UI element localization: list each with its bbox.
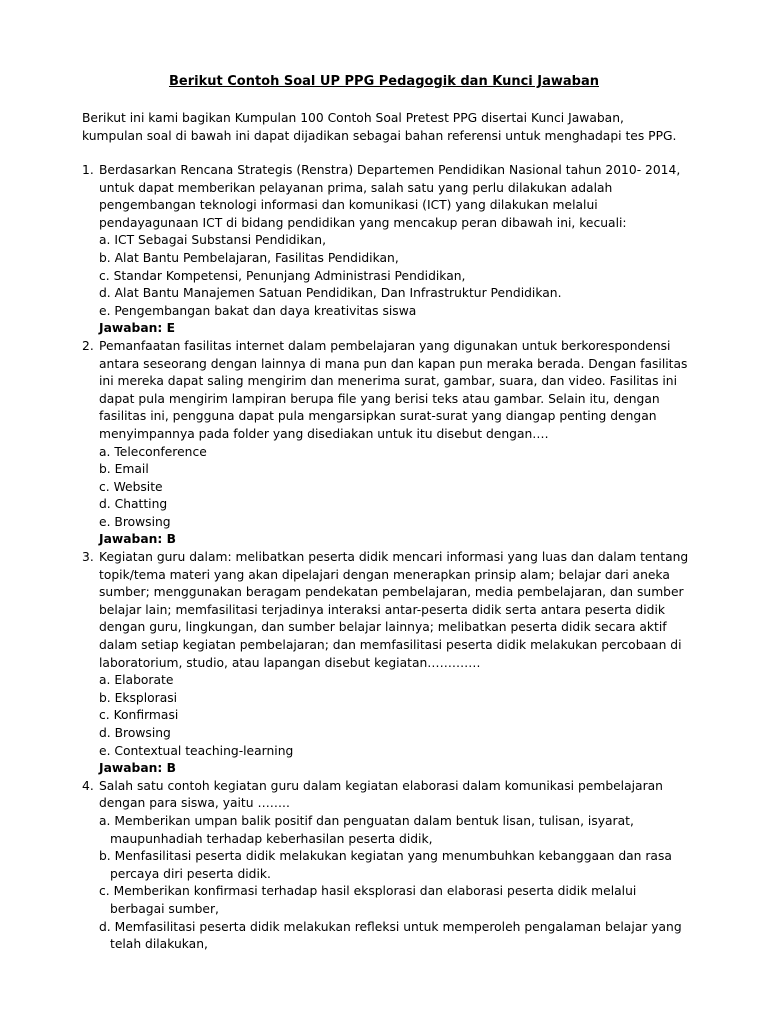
option-e: e. Contextual teaching-learning — [99, 743, 294, 758]
option-a: a. ICT Sebagai Substansi Pendidikan, — [99, 233, 326, 248]
question-list — [82, 162, 692, 954]
option-a: a. Elaborate — [99, 673, 174, 688]
option-b: b. Eksplorasi — [99, 690, 178, 705]
option-b: b. Email — [99, 462, 149, 477]
page-title: Berikut Contoh Soal UP PPG Pedagogik dan Kunci Jawaban — [168, 74, 599, 89]
option-d: d. Memfasilitasi peserta didik melakukan refleksi untuk memperoleh pengalaman belajar yang telah dilakukan, — [99, 919, 682, 952]
option-c: c. Website — [99, 479, 163, 494]
option-c: c. Konfirmasi — [99, 708, 179, 723]
question-text: Kegiatan guru dalam: melibatkan peserta didik mencari informasi yang luas dan dalam tentang topik/tema materi yang akan dipelajari dengan menerapkan prinsip alam; belajar dari aneka sumber; menggunakan beragam pendekatan pembelajaran, media pembelajaran, dan sumber belajar lain; memfasilitasi terjadinya interaksi antar-peserta didik serta antara peserta didik dengan guru, lingkungan, dan sumber belajar lainnya; melibatkan peserta didik secara aktif dalam setiap kegiatan pembelajaran; dan memfasilitasi peserta didik melakukan percobaan di laboratorium, studio, atau lapangan disebut kegiatan…………. — [99, 550, 689, 670]
question-4 — [82, 778, 692, 954]
answer-key: Jawaban: B — [99, 532, 176, 547]
option-d: d. Alat Bantu Manajemen Satuan Pendidikan, Dan Infrastruktur Pendidikan. — [99, 286, 562, 301]
option-a: a. Teleconference — [99, 444, 207, 459]
question-1 — [82, 162, 692, 338]
option-c: c. Standar Kompetensi, Penunjang Administrasi Pendidikan, — [99, 268, 466, 283]
question-text: Berdasarkan Rencana Strategis (Renstra) Departemen Pendidikan Nasional tahun 2010- 2014, untuk dapat memberikan pelayanan prima, salah satu yang perlu dilakukan adalah pengembangan teknologi informasi dan komunikasi (ICT) yang dilakukan melalui pendayagunaan ICT di bidang pendidikan yang mencakup peran dibawah ini, kecuali: — [99, 163, 681, 230]
question-number: 4. — [82, 778, 94, 793]
question-text: Salah satu contoh kegiatan guru dalam kegiatan elaborasi dalam komunikasi pembelajaran dengan para siswa, yaitu …….. — [99, 778, 663, 811]
question-number: 2. — [82, 338, 94, 353]
question-number: 1. — [82, 163, 94, 177]
question-number: 3. — [82, 550, 94, 565]
answer-key: Jawaban: E — [99, 321, 175, 336]
option-b: b. Alat Bantu Pembelajaran, Fasilitas Pendidikan, — [99, 250, 399, 265]
option-c: c. Memberikan konfirmasi terhadap hasil eksplorasi dan elaborasi peserta didik melalui berbagai sumber, — [99, 884, 637, 916]
option-b: b. Menfasilitasi peserta didik melakukan kegiatan yang menumbuhkan kebanggaan dan rasa percaya diri peserta didik. — [99, 849, 672, 881]
question-3 — [82, 549, 692, 778]
option-e: e. Pengembangan bakat dan daya kreativitas siswa — [99, 303, 417, 318]
option-a: a. Memberikan umpan balik positif dan penguatan dalam bentuk lisan, tulisan, isyarat, maupunhadiah terhadap keberhasilan peserta didik, — [99, 813, 634, 846]
intro-paragraph: Berikut ini kami bagikan Kumpulan 100 Contoh Soal Pretest PPG disertai Kunci Jawaban, kumpulan soal di bawah ini dapat dijadikan sebagai bahan referensi untuk menghadapi tes PPG. — [82, 111, 677, 143]
option-d: d. Chatting — [99, 497, 168, 512]
option-e: e. Browsing — [99, 514, 171, 529]
question-text: Pemanfaatan fasilitas internet dalam pembelajaran yang digunakan untuk berkorespondensi antara seseorang dengan lainnya di mana pun dan kapan pun meraka berada. Dengan fasilitas ini mereka dapat saling mengirim dan menerima surat, gambar, suara, dan video. Fasilitas ini dapat pula mengirim lampiran berupa file yang berisi teks atau gambar. Selain itu, dengan fasilitas ini, pengguna dapat pula mengarsipkan surat-surat yang diangap penting dengan menyimpannya pada folder yang disediakan untuk itu disebut dengan…. — [99, 338, 688, 441]
answer-key: Jawaban: B — [99, 761, 176, 776]
question-2 — [82, 338, 692, 549]
option-d: d. Browsing — [99, 726, 171, 740]
